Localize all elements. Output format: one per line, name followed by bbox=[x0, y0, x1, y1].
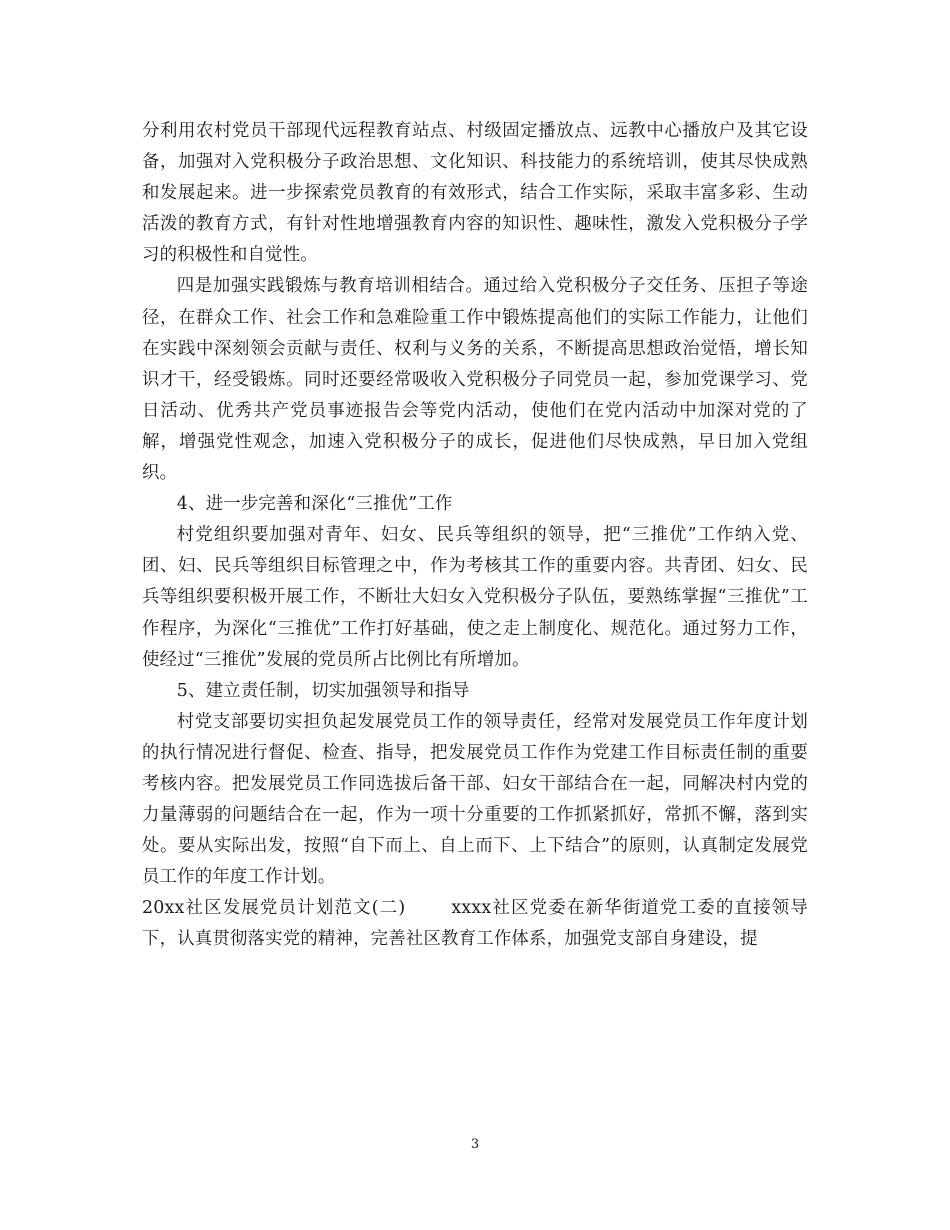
document-body bbox=[142, 116, 808, 956]
paragraph-practice-training: 四是加强实践锻炼与教育培训相结合。通过给入党积极分子交任务、压担子等途径，在群众工作、社会工作和急难险重工作中锻炼提高他们的实际工作能力，让他们在实践中深刻领会贡献与责任、权利与义务的关系，不断提高思想政治觉悟，增长知识才干，经受锻炼。同时还要经常吸收入党积极分子同党员一起，参加党课学习、党日活动、优秀共产党员事迹报告会等党内活动，使他们在党内活动中加深对党的了解，增强党性观念，加速入党积极分子的成长，促进他们尽快成熟，早日加入党组织。 bbox=[142, 276, 808, 484]
heading-responsibility: 5、建立责任制，切实加强领导和指导 bbox=[176, 680, 470, 701]
section-body: xxxx社区党委在新华街道党工委的直接领导下，认真贯彻落实党的精神，完善社区教育工作体系，加强党支部自身建设，提 bbox=[142, 898, 808, 950]
page-number: 3 bbox=[470, 1137, 480, 1152]
heading-three-recommend: 4、进一步完善和深化“三推优”工作 bbox=[176, 494, 453, 515]
paragraph-responsibility: 村党支部要切实担负起发展党员工作的领导责任，经常对发展党员工作年度计划的执行情况进行督促、检查、指导，把发展党员工作作为党建工作目标责任制的重要考核内容。把发展党员工作同选拔后备干部、妇女干部结合在一起，同解决村内党的力量薄弱的问题结合在一起，作为一项十分重要的工作抓紧抓好，常抓不懈，落到实处。要从实际出发，按照“自下而上、自上而下、上下结合”的原则，认真制定发展党员工作的年度工作计划。 bbox=[142, 711, 808, 888]
section-heading: 20xx社区发展党员计划范文(二) bbox=[142, 898, 406, 919]
paragraph-section-two bbox=[142, 893, 808, 955]
paragraph-three-recommend: 村党组织要加强对青年、妇女、民兵等组织的领导，把“三推优”工作纳入党、团、妇、民兵等组织目标管理之中，作为考核其工作的重要内容。共青团、妇女、民兵等组织要积极开展工作，不断壮大妇女入党积极分子队伍，要熟练掌握“三推优”工作程序，为深化“三推优”工作打好基础，使之走上制度化、规范化。通过努力工作，使经过“三推优”发展的党员所占比例比有所增加。 bbox=[142, 525, 808, 670]
paragraph-continued: 分利用农村党员干部现代远程教育站点、村级固定播放点、远教中心播放户及其它设备，加强对入党积极分子政治思想、文化知识、科技能力的系统培训，使其尽快成熟和发展起来。进一步探索党员教育的有效形式，结合工作实际，采取丰富多彩、生动活泼的教育方式，有针对性地增强教育内容的知识性、趣味性，激发入党积极分子学习的积极性和自觉性。 bbox=[142, 121, 808, 266]
